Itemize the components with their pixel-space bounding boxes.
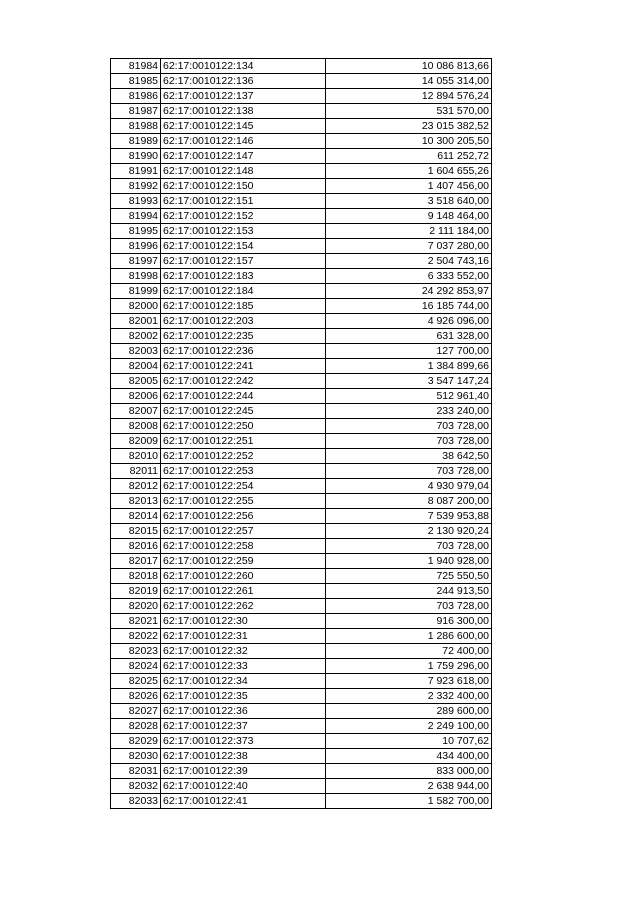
row-number-cell: 82021 bbox=[111, 614, 161, 629]
table-row bbox=[111, 74, 492, 89]
cadastral-code-cell: 62:17:0010122:32 bbox=[161, 644, 326, 659]
row-number-cell: 81995 bbox=[111, 224, 161, 239]
cadastral-value-cell: 38 642,50 bbox=[326, 449, 492, 464]
cadastral-value-cell: 703 728,00 bbox=[326, 434, 492, 449]
cadastral-value-cell: 434 400,00 bbox=[326, 749, 492, 764]
row-number-cell: 82032 bbox=[111, 779, 161, 794]
row-number-cell: 82001 bbox=[111, 314, 161, 329]
table-row bbox=[111, 59, 492, 74]
table-row bbox=[111, 719, 492, 734]
row-number-cell: 81989 bbox=[111, 134, 161, 149]
row-number-cell: 82033 bbox=[111, 794, 161, 809]
cadastral-code-cell: 62:17:0010122:137 bbox=[161, 89, 326, 104]
cadastral-value-cell: 14 055 314,00 bbox=[326, 74, 492, 89]
table-row bbox=[111, 674, 492, 689]
table-row bbox=[111, 344, 492, 359]
cadastral-code-cell: 62:17:0010122:250 bbox=[161, 419, 326, 434]
table-row bbox=[111, 104, 492, 119]
cadastral-code-cell: 62:17:0010122:251 bbox=[161, 434, 326, 449]
cadastral-value-cell: 631 328,00 bbox=[326, 329, 492, 344]
table-row bbox=[111, 119, 492, 134]
cadastral-code-cell: 62:17:0010122:39 bbox=[161, 764, 326, 779]
row-number-cell: 81997 bbox=[111, 254, 161, 269]
row-number-cell: 82017 bbox=[111, 554, 161, 569]
row-number-cell: 81996 bbox=[111, 239, 161, 254]
cadastral-code-cell: 62:17:0010122:37 bbox=[161, 719, 326, 734]
row-number-cell: 82028 bbox=[111, 719, 161, 734]
table-row bbox=[111, 374, 492, 389]
cadastral-code-cell: 62:17:0010122:373 bbox=[161, 734, 326, 749]
table-row bbox=[111, 509, 492, 524]
row-number-cell: 81999 bbox=[111, 284, 161, 299]
cadastral-code-cell: 62:17:0010122:203 bbox=[161, 314, 326, 329]
row-number-cell: 81998 bbox=[111, 269, 161, 284]
row-number-cell: 82000 bbox=[111, 299, 161, 314]
cadastral-code-cell: 62:17:0010122:252 bbox=[161, 449, 326, 464]
cadastral-value-cell: 10 086 813,66 bbox=[326, 59, 492, 74]
row-number-cell: 81984 bbox=[111, 59, 161, 74]
row-number-cell: 82031 bbox=[111, 764, 161, 779]
row-number-cell: 82020 bbox=[111, 599, 161, 614]
table-row bbox=[111, 449, 492, 464]
cadastral-code-cell: 62:17:0010122:254 bbox=[161, 479, 326, 494]
row-number-cell: 82009 bbox=[111, 434, 161, 449]
row-number-cell: 82024 bbox=[111, 659, 161, 674]
cadastral-value-table bbox=[110, 58, 492, 809]
cadastral-code-cell: 62:17:0010122:35 bbox=[161, 689, 326, 704]
table-row bbox=[111, 464, 492, 479]
row-number-cell: 82023 bbox=[111, 644, 161, 659]
table-row bbox=[111, 299, 492, 314]
cadastral-value-cell: 725 550,50 bbox=[326, 569, 492, 584]
cadastral-value-cell: 3 518 640,00 bbox=[326, 194, 492, 209]
cadastral-value-cell: 4 926 096,00 bbox=[326, 314, 492, 329]
row-number-cell: 82026 bbox=[111, 689, 161, 704]
cadastral-code-cell: 62:17:0010122:258 bbox=[161, 539, 326, 554]
table-row bbox=[111, 494, 492, 509]
row-number-cell: 81985 bbox=[111, 74, 161, 89]
cadastral-code-cell: 62:17:0010122:41 bbox=[161, 794, 326, 809]
table-row bbox=[111, 239, 492, 254]
table-row bbox=[111, 359, 492, 374]
row-number-cell: 82002 bbox=[111, 329, 161, 344]
table-row bbox=[111, 269, 492, 284]
cadastral-value-cell: 703 728,00 bbox=[326, 464, 492, 479]
cadastral-code-cell: 62:17:0010122:253 bbox=[161, 464, 326, 479]
cadastral-value-cell: 4 930 979,04 bbox=[326, 479, 492, 494]
row-number-cell: 81994 bbox=[111, 209, 161, 224]
cadastral-code-cell: 62:17:0010122:146 bbox=[161, 134, 326, 149]
table-row bbox=[111, 779, 492, 794]
cadastral-code-cell: 62:17:0010122:34 bbox=[161, 674, 326, 689]
cadastral-value-cell: 2 332 400,00 bbox=[326, 689, 492, 704]
cadastral-value-cell: 916 300,00 bbox=[326, 614, 492, 629]
table-row bbox=[111, 404, 492, 419]
row-number-cell: 82003 bbox=[111, 344, 161, 359]
cadastral-code-cell: 62:17:0010122:154 bbox=[161, 239, 326, 254]
cadastral-value-cell: 2 130 920,24 bbox=[326, 524, 492, 539]
row-number-cell: 82022 bbox=[111, 629, 161, 644]
table-row bbox=[111, 524, 492, 539]
cadastral-value-cell: 703 728,00 bbox=[326, 599, 492, 614]
cadastral-code-cell: 62:17:0010122:148 bbox=[161, 164, 326, 179]
table-row bbox=[111, 689, 492, 704]
table-row bbox=[111, 644, 492, 659]
table-row bbox=[111, 209, 492, 224]
table-row bbox=[111, 629, 492, 644]
cadastral-value-cell: 1 407 456,00 bbox=[326, 179, 492, 194]
cadastral-value-cell: 7 923 618,00 bbox=[326, 674, 492, 689]
cadastral-code-cell: 62:17:0010122:245 bbox=[161, 404, 326, 419]
cadastral-value-cell: 1 384 899,66 bbox=[326, 359, 492, 374]
row-number-cell: 81986 bbox=[111, 89, 161, 104]
cadastral-value-cell: 7 037 280,00 bbox=[326, 239, 492, 254]
cadastral-code-cell: 62:17:0010122:157 bbox=[161, 254, 326, 269]
cadastral-value-cell: 3 547 147,24 bbox=[326, 374, 492, 389]
table-row bbox=[111, 734, 492, 749]
cadastral-code-cell: 62:17:0010122:184 bbox=[161, 284, 326, 299]
cadastral-code-cell: 62:17:0010122:242 bbox=[161, 374, 326, 389]
cadastral-code-cell: 62:17:0010122:40 bbox=[161, 779, 326, 794]
table-row bbox=[111, 614, 492, 629]
cadastral-value-cell: 703 728,00 bbox=[326, 419, 492, 434]
cadastral-value-cell: 10 707,62 bbox=[326, 734, 492, 749]
row-number-cell: 81991 bbox=[111, 164, 161, 179]
cadastral-code-cell: 62:17:0010122:145 bbox=[161, 119, 326, 134]
table-row bbox=[111, 659, 492, 674]
row-number-cell: 82016 bbox=[111, 539, 161, 554]
cadastral-value-cell: 72 400,00 bbox=[326, 644, 492, 659]
row-number-cell: 82014 bbox=[111, 509, 161, 524]
cadastral-code-cell: 62:17:0010122:153 bbox=[161, 224, 326, 239]
cadastral-value-cell: 2 638 944,00 bbox=[326, 779, 492, 794]
cadastral-value-cell: 1 604 655,26 bbox=[326, 164, 492, 179]
row-number-cell: 82019 bbox=[111, 584, 161, 599]
table-body bbox=[111, 59, 492, 809]
row-number-cell: 82029 bbox=[111, 734, 161, 749]
table-row bbox=[111, 284, 492, 299]
table-row bbox=[111, 599, 492, 614]
row-number-cell: 82008 bbox=[111, 419, 161, 434]
table-row bbox=[111, 179, 492, 194]
cadastral-value-cell: 2 249 100,00 bbox=[326, 719, 492, 734]
cadastral-code-cell: 62:17:0010122:244 bbox=[161, 389, 326, 404]
cadastral-value-cell: 23 015 382,52 bbox=[326, 119, 492, 134]
cadastral-code-cell: 62:17:0010122:36 bbox=[161, 704, 326, 719]
cadastral-code-cell: 62:17:0010122:261 bbox=[161, 584, 326, 599]
table-row bbox=[111, 434, 492, 449]
cadastral-code-cell: 62:17:0010122:33 bbox=[161, 659, 326, 674]
table-row bbox=[111, 794, 492, 809]
row-number-cell: 81992 bbox=[111, 179, 161, 194]
table-row bbox=[111, 134, 492, 149]
cadastral-value-cell: 289 600,00 bbox=[326, 704, 492, 719]
cadastral-value-cell: 7 539 953,88 bbox=[326, 509, 492, 524]
row-number-cell: 82013 bbox=[111, 494, 161, 509]
cadastral-value-cell: 8 087 200,00 bbox=[326, 494, 492, 509]
cadastral-code-cell: 62:17:0010122:262 bbox=[161, 599, 326, 614]
cadastral-value-cell: 1 759 296,00 bbox=[326, 659, 492, 674]
cadastral-value-cell: 703 728,00 bbox=[326, 539, 492, 554]
row-number-cell: 82027 bbox=[111, 704, 161, 719]
table-row bbox=[111, 764, 492, 779]
row-number-cell: 82007 bbox=[111, 404, 161, 419]
row-number-cell: 82025 bbox=[111, 674, 161, 689]
cadastral-value-cell: 2 111 184,00 bbox=[326, 224, 492, 239]
row-number-cell: 82010 bbox=[111, 449, 161, 464]
cadastral-code-cell: 62:17:0010122:38 bbox=[161, 749, 326, 764]
cadastral-value-cell: 6 333 552,00 bbox=[326, 269, 492, 284]
row-number-cell: 81987 bbox=[111, 104, 161, 119]
table-row bbox=[111, 89, 492, 104]
cadastral-code-cell: 62:17:0010122:235 bbox=[161, 329, 326, 344]
cadastral-value-cell: 1 940 928,00 bbox=[326, 554, 492, 569]
cadastral-code-cell: 62:17:0010122:150 bbox=[161, 179, 326, 194]
table-row bbox=[111, 314, 492, 329]
cadastral-value-cell: 2 504 743,16 bbox=[326, 254, 492, 269]
cadastral-value-cell: 531 570,00 bbox=[326, 104, 492, 119]
row-number-cell: 81993 bbox=[111, 194, 161, 209]
cadastral-code-cell: 62:17:0010122:256 bbox=[161, 509, 326, 524]
cadastral-value-cell: 1 582 700,00 bbox=[326, 794, 492, 809]
table-row bbox=[111, 554, 492, 569]
table-row bbox=[111, 224, 492, 239]
cadastral-value-cell: 833 000,00 bbox=[326, 764, 492, 779]
cadastral-value-cell: 10 300 205,50 bbox=[326, 134, 492, 149]
cadastral-code-cell: 62:17:0010122:185 bbox=[161, 299, 326, 314]
table-row bbox=[111, 164, 492, 179]
cadastral-code-cell: 62:17:0010122:255 bbox=[161, 494, 326, 509]
row-number-cell: 82012 bbox=[111, 479, 161, 494]
table-row bbox=[111, 749, 492, 764]
table-row bbox=[111, 389, 492, 404]
table-row bbox=[111, 584, 492, 599]
cadastral-value-cell: 9 148 464,00 bbox=[326, 209, 492, 224]
cadastral-code-cell: 62:17:0010122:31 bbox=[161, 629, 326, 644]
cadastral-code-cell: 62:17:0010122:183 bbox=[161, 269, 326, 284]
row-number-cell: 82005 bbox=[111, 374, 161, 389]
cadastral-code-cell: 62:17:0010122:147 bbox=[161, 149, 326, 164]
cadastral-code-cell: 62:17:0010122:260 bbox=[161, 569, 326, 584]
table-row bbox=[111, 419, 492, 434]
table-row bbox=[111, 254, 492, 269]
table-row bbox=[111, 539, 492, 554]
row-number-cell: 82011 bbox=[111, 464, 161, 479]
cadastral-code-cell: 62:17:0010122:30 bbox=[161, 614, 326, 629]
cadastral-code-cell: 62:17:0010122:151 bbox=[161, 194, 326, 209]
cadastral-value-cell: 233 240,00 bbox=[326, 404, 492, 419]
cadastral-value-cell: 16 185 744,00 bbox=[326, 299, 492, 314]
cadastral-code-cell: 62:17:0010122:152 bbox=[161, 209, 326, 224]
cadastral-value-cell: 512 961,40 bbox=[326, 389, 492, 404]
cadastral-value-cell: 24 292 853,97 bbox=[326, 284, 492, 299]
cadastral-code-cell: 62:17:0010122:136 bbox=[161, 74, 326, 89]
table-row bbox=[111, 704, 492, 719]
cadastral-code-cell: 62:17:0010122:257 bbox=[161, 524, 326, 539]
cadastral-value-cell: 12 894 576,24 bbox=[326, 89, 492, 104]
table-row bbox=[111, 194, 492, 209]
row-number-cell: 82015 bbox=[111, 524, 161, 539]
row-number-cell: 81990 bbox=[111, 149, 161, 164]
table-row bbox=[111, 479, 492, 494]
table-row bbox=[111, 149, 492, 164]
row-number-cell: 81988 bbox=[111, 119, 161, 134]
cadastral-value-cell: 244 913,50 bbox=[326, 584, 492, 599]
cadastral-code-cell: 62:17:0010122:138 bbox=[161, 104, 326, 119]
row-number-cell: 82018 bbox=[111, 569, 161, 584]
cadastral-code-cell: 62:17:0010122:134 bbox=[161, 59, 326, 74]
table-row bbox=[111, 329, 492, 344]
row-number-cell: 82030 bbox=[111, 749, 161, 764]
cadastral-value-cell: 611 252,72 bbox=[326, 149, 492, 164]
cadastral-value-cell: 1 286 600,00 bbox=[326, 629, 492, 644]
row-number-cell: 82004 bbox=[111, 359, 161, 374]
table-row bbox=[111, 569, 492, 584]
cadastral-value-cell: 127 700,00 bbox=[326, 344, 492, 359]
cadastral-code-cell: 62:17:0010122:236 bbox=[161, 344, 326, 359]
cadastral-code-cell: 62:17:0010122:241 bbox=[161, 359, 326, 374]
cadastral-code-cell: 62:17:0010122:259 bbox=[161, 554, 326, 569]
row-number-cell: 82006 bbox=[111, 389, 161, 404]
